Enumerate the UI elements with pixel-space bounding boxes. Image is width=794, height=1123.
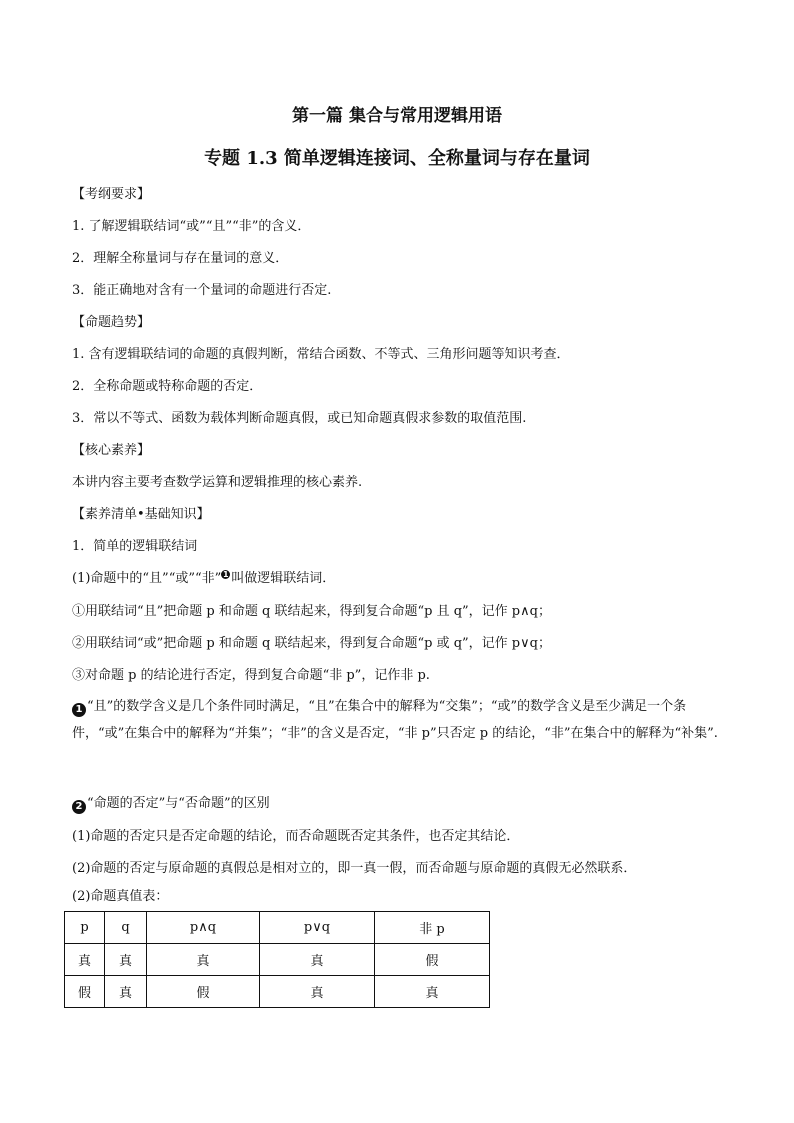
basics-item-3: ③对命题 p 的结论进行否定，得到复合命题“非 p”，记作非 p.: [72, 668, 430, 683]
syllabus-item-2: 2．理解全称量词与存在量词的意义．: [72, 251, 289, 266]
table-cell: 假: [375, 944, 490, 976]
basics-item-1: ①用联结词“且”把命题 p 和命题 q 联结起来，得到复合命题“p 且 q”，记作 p∧q；: [72, 604, 551, 619]
table-header-cell: q: [105, 912, 147, 944]
note-2-text: “命题的否定”与“否命题”的区别: [87, 796, 270, 811]
table-row: [65, 976, 490, 1008]
note-2-item-2: (2)命题的否定与原命题的真假总是相对立的，即一真一假，而否命题与原命题的真假无必然联系．: [72, 861, 637, 876]
table-header-cell: p: [65, 912, 105, 944]
literacy-text: 本讲内容主要考查数学运算和逻辑推理的核心素养.: [72, 475, 363, 490]
document-subtitle: 专题 1.3 简单逻辑连接词、全称量词与存在量词: [204, 148, 590, 169]
syllabus-item-3: 3．能正确地对含有一个量词的命题进行否定.: [72, 283, 332, 298]
note-marker-icon: 1: [72, 703, 86, 717]
basics-intro: [72, 570, 335, 588]
section-heading-basics: 【素养清单•基础知识】: [72, 507, 210, 522]
basics-intro-before: (1)命题中的“且”“或”“非”: [72, 571, 222, 586]
note-marker-icon: 2: [72, 800, 86, 814]
table-cell: 真: [105, 976, 147, 1008]
table-header-cell: 非 p: [375, 912, 490, 944]
section-heading-trend: 【命题趋势】: [72, 315, 151, 330]
footnote-marker-icon: 1: [223, 570, 229, 579]
basics-intro-after: 叫做逻辑联结词．: [231, 571, 336, 586]
truth-table: [64, 911, 490, 1008]
note-2-heading: [72, 795, 270, 814]
table-cell: 真: [105, 944, 147, 976]
note-1-text: “且”的数学含义是几个条件同时满足，“且”在集合中的解释为“交集”；“或”的数学含义是至少满足一个条件，“或”在集合中的解释为“并集”；“非”的含义是否定，“非 p”只否定 p 的结论，“非”在集合中的解释为“补集”.: [72, 699, 718, 741]
trend-item-3: 3．常以不等式、函数为载体判断命题真假，或已知命题真假求参数的取值范围.: [72, 411, 527, 426]
section-heading-literacy: 【核心素养】: [72, 443, 151, 458]
table-header-row: [65, 912, 490, 944]
table-cell: 假: [65, 976, 105, 1008]
section-heading-syllabus: 【考纲要求】: [72, 187, 151, 202]
basics-subheading: 1．简单的逻辑联结词: [72, 539, 198, 554]
note-1: [72, 693, 732, 747]
table-header-cell: p∨q: [260, 912, 375, 944]
note-2-item-1: (1)命题的否定只是否定命题的结论，而否命题既否定其条件，也否定其结论．: [72, 829, 520, 844]
table-cell: 真: [375, 976, 490, 1008]
document-title: 第一篇 集合与常用逻辑用语: [292, 106, 502, 126]
trend-item-2: 2．全称命题或特称命题的否定．: [72, 379, 263, 394]
table-cell: 真: [147, 944, 260, 976]
table-cell: 假: [147, 976, 260, 1008]
basics-item-2: ②用联结词“或”把命题 p 和命题 q 联结起来，得到复合命题“p 或 q”，记作 p∨q；: [72, 636, 551, 651]
table-header-cell: p∧q: [147, 912, 260, 944]
table-cell: 真: [260, 976, 375, 1008]
table-row: [65, 944, 490, 976]
trend-item-1: 1. 含有逻辑联结词的命题的真假判断，常结合函数、不等式、三角形问题等知识考查．: [72, 347, 570, 362]
table-cell: 真: [65, 944, 105, 976]
truth-table-caption: (2)命题真值表：: [72, 889, 169, 904]
syllabus-item-1: 1. 了解逻辑联结词“或”“且”“非”的含义．: [72, 219, 311, 234]
table-cell: 真: [260, 944, 375, 976]
